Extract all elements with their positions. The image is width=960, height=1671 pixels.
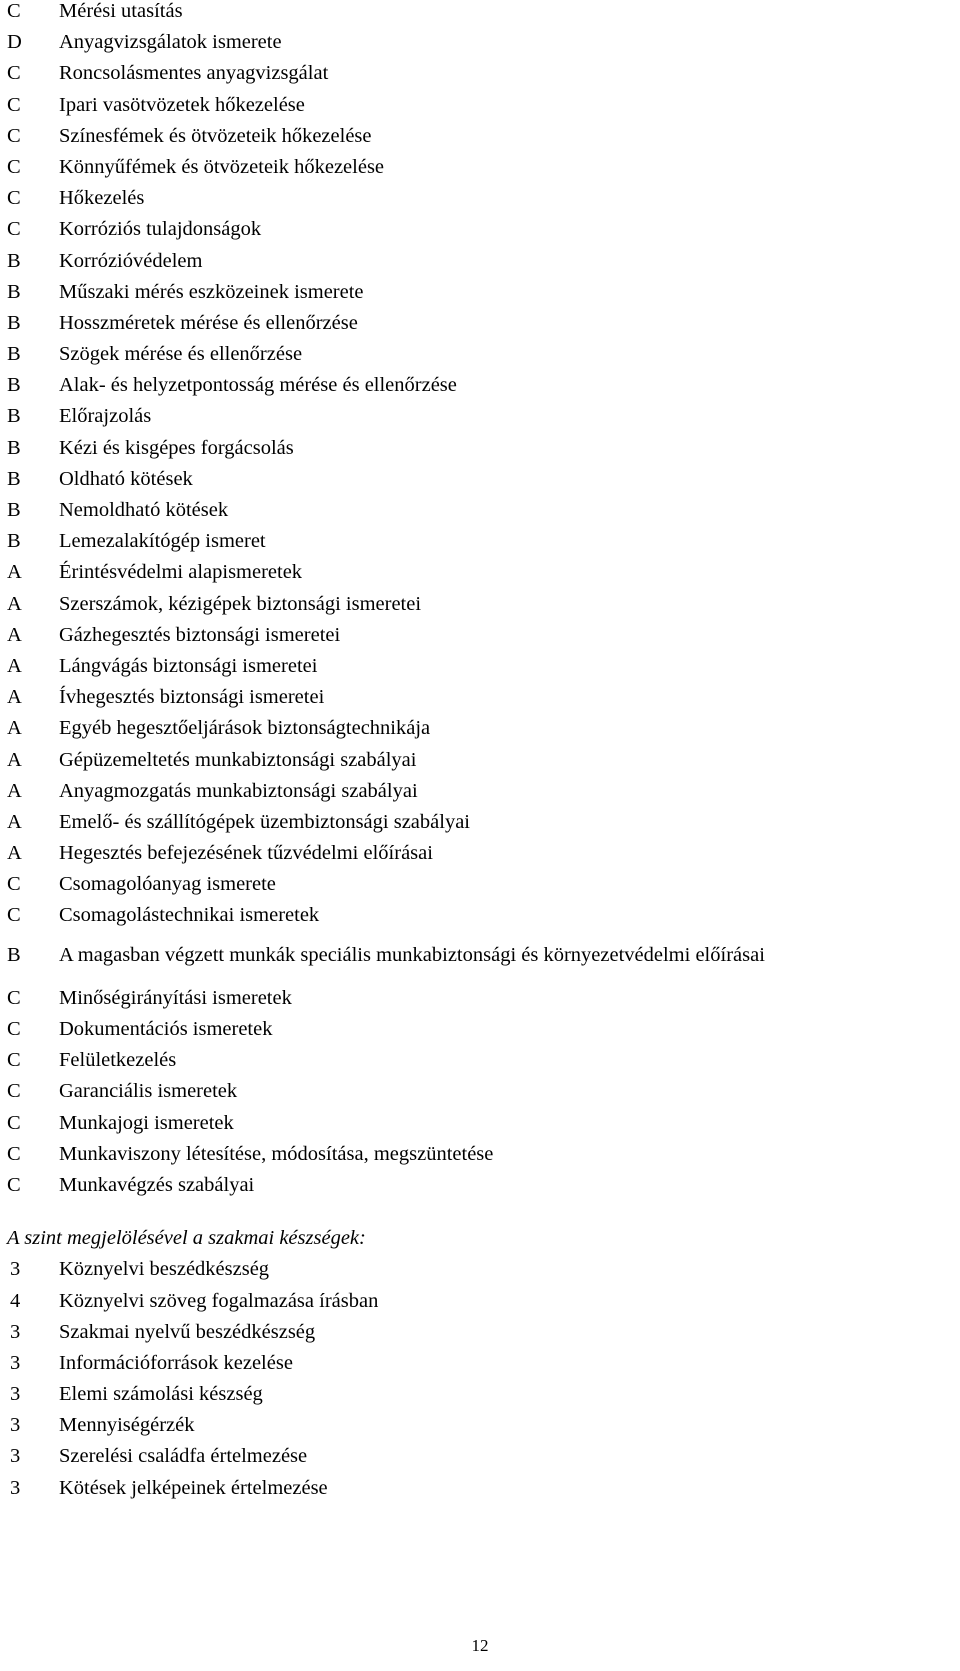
- topic-label: Roncsolásmentes anyagvizsgálat: [59, 62, 329, 85]
- skill-level: 3: [10, 1414, 21, 1437]
- level-code: B: [7, 499, 21, 521]
- level-code: C: [7, 1049, 21, 1072]
- list-item: [7, 987, 953, 1018]
- topic-label: Minőségirányítási ismeretek: [59, 986, 292, 1009]
- list-item: [7, 530, 953, 561]
- topic-label: A magasban végzett munkák speciális munkabiztonsági és környezetvédelmi előírásai: [59, 943, 765, 966]
- document-page: [7, 0, 953, 1508]
- level-code: A: [7, 654, 22, 677]
- page-number: 12: [471, 1636, 489, 1655]
- topic-list: [7, 0, 953, 1205]
- topic-label: Munkaviszony létesítése, módosítása, megszüntetése: [59, 1142, 494, 1165]
- level-code: B: [7, 311, 21, 334]
- skill-item: [7, 1258, 953, 1289]
- topic-label: Érintésvédelmi alapismeretek: [59, 561, 303, 584]
- level-code: C: [7, 155, 21, 178]
- level-code: C: [7, 62, 21, 85]
- level-code: D: [7, 31, 22, 54]
- list-item: [7, 343, 953, 374]
- level-code: A: [7, 717, 22, 740]
- list-item: [7, 944, 953, 975]
- list-item: [7, 62, 953, 93]
- level-code: C: [7, 904, 21, 927]
- level-code: B: [7, 530, 21, 553]
- skills-heading: A szint megjelölésével a szakmai készségek:: [7, 1227, 366, 1250]
- topic-label: Anyagvizsgálatok ismerete: [59, 31, 282, 54]
- level-code: A: [7, 842, 22, 865]
- list-item: [7, 31, 953, 62]
- list-item: [7, 187, 953, 218]
- level-code: A: [7, 592, 22, 615]
- list-item: [7, 312, 953, 343]
- level-code: C: [7, 1142, 21, 1165]
- skill-label: Elemi számolási készség: [59, 1383, 263, 1406]
- list-item: [7, 811, 953, 842]
- level-code: C: [7, 93, 21, 116]
- skill-level: 3: [10, 1445, 21, 1468]
- level-code: C: [7, 1018, 21, 1040]
- skill-label: Köznyelvi beszédkészség: [59, 1258, 270, 1281]
- list-item: [7, 437, 953, 468]
- level-code: A: [7, 686, 22, 709]
- list-item: [7, 1143, 953, 1174]
- level-code: C: [7, 0, 21, 22]
- skill-level: 3: [10, 1258, 21, 1281]
- skill-item: [7, 1321, 953, 1352]
- level-code: B: [7, 280, 21, 303]
- list-item: [7, 561, 953, 592]
- topic-label: Hegesztés befejezésének tűzvédelmi előírásai: [59, 842, 433, 865]
- list-item: [7, 686, 953, 717]
- topic-label: Előrajzolás: [59, 405, 152, 428]
- level-code: A: [7, 810, 22, 833]
- level-code: C: [7, 873, 21, 896]
- level-code: A: [7, 561, 22, 584]
- list-item: [7, 593, 953, 624]
- topic-label: Hőkezelés: [59, 187, 145, 210]
- level-code: C: [7, 187, 21, 210]
- topic-label: Munkajogi ismeretek: [59, 1111, 234, 1134]
- list-item: [7, 468, 953, 499]
- level-code: B: [7, 943, 21, 966]
- topic-label: Műszaki mérés eszközeinek ismerete: [59, 280, 364, 303]
- list-item: [7, 904, 953, 935]
- topic-label: Alak- és helyzetpontosság mérése és ellenőrzése: [59, 374, 457, 397]
- topic-label: Lemezalakítógép ismeret: [59, 530, 266, 553]
- topic-label: Csomagolóanyag ismerete: [59, 873, 276, 896]
- topic-label: Gázhegesztés biztonsági ismeretei: [59, 623, 341, 646]
- topic-label: Ipari vasötvözetek hőkezelése: [59, 93, 305, 116]
- level-code: B: [7, 467, 21, 490]
- level-code: A: [7, 779, 22, 802]
- level-code: A: [7, 748, 22, 771]
- skill-item: [7, 1383, 953, 1414]
- list-item: [7, 1112, 953, 1143]
- level-code: B: [7, 405, 21, 428]
- skills-list: [7, 1258, 953, 1508]
- topic-label: Csomagolástechnikai ismeretek: [59, 904, 320, 927]
- topic-label: Korróziós tulajdonságok: [59, 218, 262, 241]
- skill-item: [7, 1445, 953, 1476]
- list-item: [7, 125, 953, 156]
- list-item: [7, 655, 953, 686]
- level-code: C: [7, 124, 21, 147]
- list-item: [7, 218, 953, 249]
- skill-item: [7, 1477, 953, 1508]
- skill-label: Köznyelvi szöveg fogalmazása írásban: [59, 1289, 379, 1312]
- list-item: [7, 94, 953, 125]
- skill-level: 3: [10, 1476, 21, 1499]
- topic-label: Kézi és kisgépes forgácsolás: [59, 436, 294, 459]
- topic-label: Mérési utasítás: [59, 0, 183, 22]
- list-item: [7, 1049, 953, 1080]
- list-item: [7, 1018, 953, 1049]
- skill-label: Információforrások kezelése: [59, 1351, 293, 1374]
- skill-label: Szerelési családfa értelmezése: [59, 1445, 308, 1468]
- list-item: [7, 842, 953, 873]
- level-code: C: [7, 1111, 21, 1134]
- skill-label: Szakmai nyelvű beszédkészség: [59, 1320, 316, 1343]
- list-item: [7, 624, 953, 655]
- list-item: [7, 873, 953, 904]
- topic-label: Hosszméretek mérése és ellenőrzése: [59, 311, 358, 334]
- list-item: [7, 1174, 953, 1205]
- topic-label: Felületkezelés: [59, 1049, 177, 1072]
- topic-label: Emelő- és szállítógépek üzembiztonsági szabályai: [59, 810, 470, 833]
- skill-level: 3: [10, 1351, 21, 1374]
- skill-label: Kötések jelképeinek értelmezése: [59, 1476, 328, 1499]
- topic-label: Dokumentációs ismeretek: [59, 1018, 273, 1040]
- skill-item: [7, 1290, 953, 1321]
- list-item: [7, 374, 953, 405]
- topic-label: Színesfémek és ötvözeteik hőkezelése: [59, 124, 372, 147]
- level-code: B: [7, 374, 21, 397]
- topic-label: Könnyűfémek és ötvözeteik hőkezelése: [59, 155, 385, 178]
- topic-label: Nemoldható kötések: [59, 499, 229, 521]
- list-item: [7, 250, 953, 281]
- topic-label: Gépüzemeltetés munkabiztonsági szabályai: [59, 748, 417, 771]
- level-code: C: [7, 986, 21, 1009]
- level-code: A: [7, 623, 22, 646]
- level-code: C: [7, 1080, 21, 1103]
- list-item: [7, 281, 953, 312]
- list-item: [7, 405, 953, 436]
- topic-label: Korrózióvédelem: [59, 249, 203, 272]
- topic-label: Garanciális ismeretek: [59, 1080, 238, 1103]
- topic-label: Egyéb hegesztőeljárások biztonságtechnikája: [59, 717, 431, 740]
- list-item: [7, 1080, 953, 1111]
- skill-label: Mennyiségérzék: [59, 1414, 195, 1437]
- topic-label: Szerszámok, kézigépek biztonsági ismeretei: [59, 592, 422, 615]
- level-code: B: [7, 343, 21, 366]
- topic-label: Oldható kötések: [59, 467, 193, 490]
- list-item: [7, 780, 953, 811]
- topic-label: Lángvágás biztonsági ismeretei: [59, 654, 318, 677]
- level-code: B: [7, 436, 21, 459]
- skill-level: 3: [10, 1383, 21, 1406]
- list-item: [7, 717, 953, 748]
- list-item: [7, 0, 953, 31]
- topic-label: Ívhegesztés biztonsági ismeretei: [59, 686, 325, 709]
- skill-item: [7, 1414, 953, 1445]
- list-item: [7, 749, 953, 780]
- skill-level: 3: [10, 1320, 21, 1343]
- topic-label: Anyagmozgatás munkabiztonsági szabályai: [59, 779, 418, 802]
- level-code: B: [7, 249, 21, 272]
- topic-label: Munkavégzés szabályai: [59, 1173, 255, 1196]
- level-code: C: [7, 218, 21, 241]
- list-item: [7, 156, 953, 187]
- list-item: [7, 499, 953, 530]
- level-code: C: [7, 1173, 21, 1196]
- topic-label: Szögek mérése és ellenőrzése: [59, 343, 303, 366]
- skill-item: [7, 1352, 953, 1383]
- skill-level: 4: [10, 1289, 21, 1312]
